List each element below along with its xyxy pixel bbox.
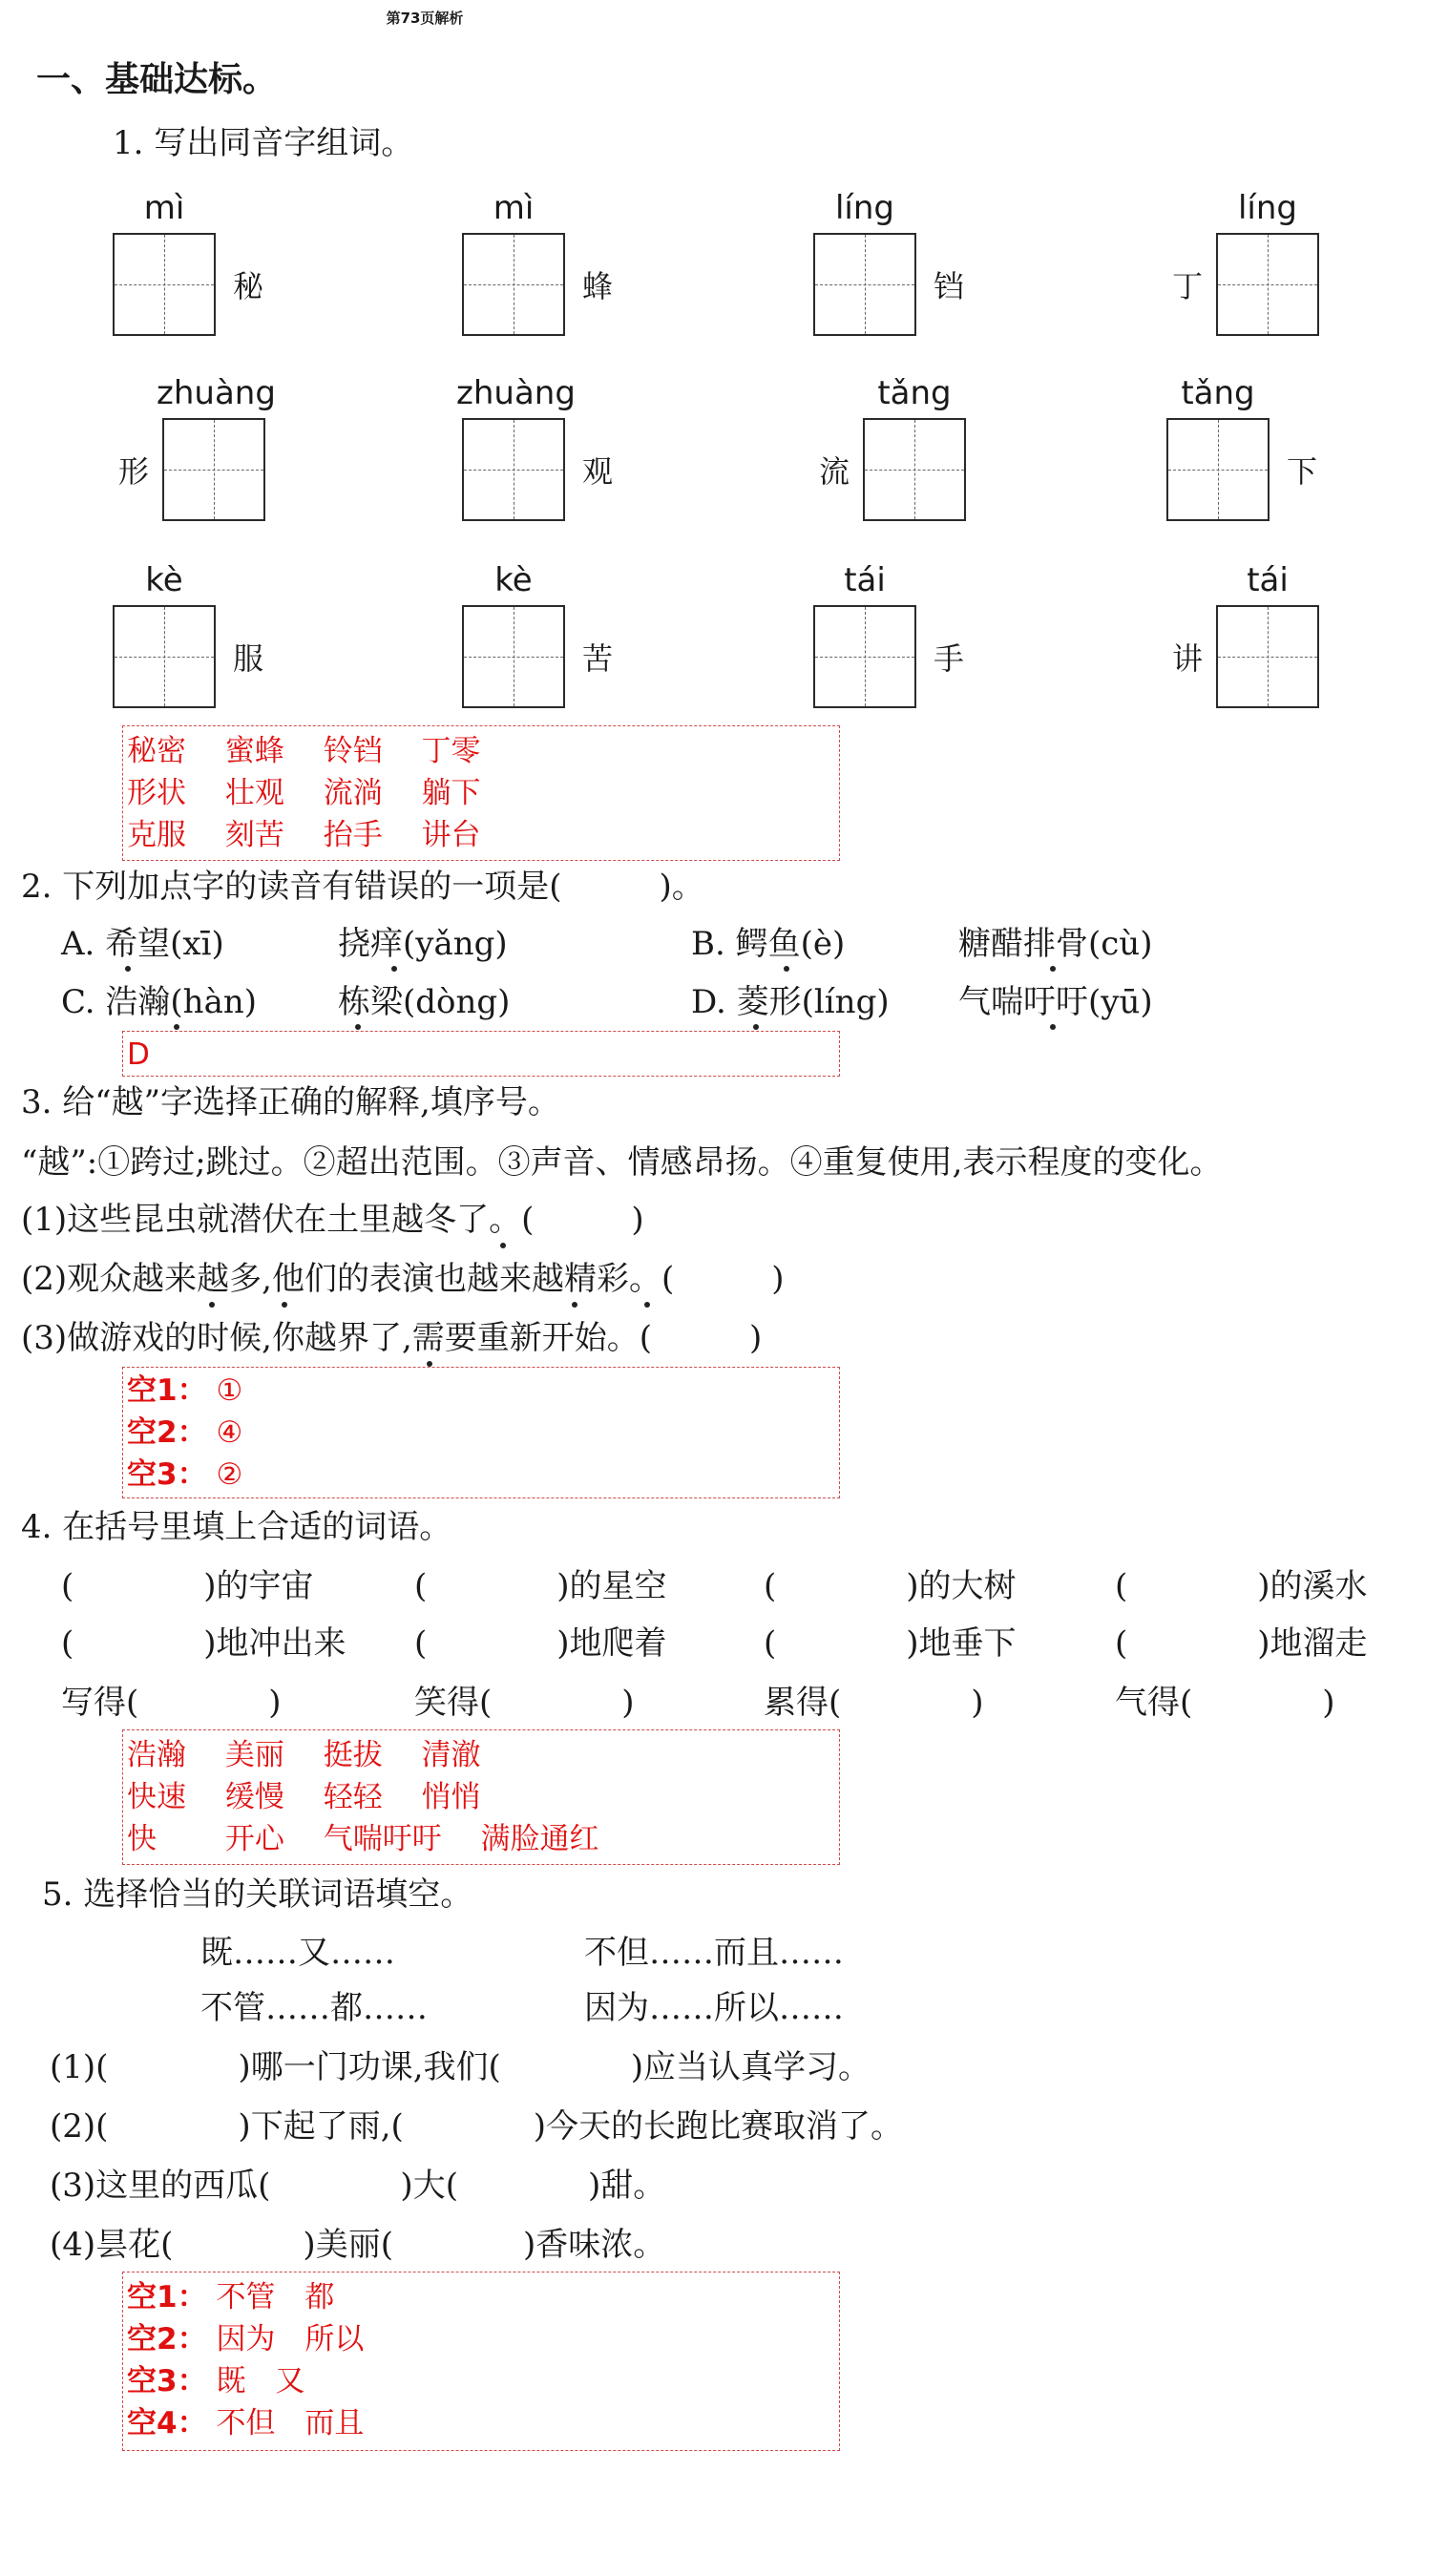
option-c1: C. 浩瀚(hàn) [61,983,258,1021]
q4-answer-box [122,1729,840,1865]
emphasis-dot [174,1024,179,1030]
given-character: 流 [819,453,850,490]
tianzige-box[interactable] [1166,418,1270,521]
q3-item: (2)观众越来越多,他们的表演也越来越精彩。( ) [21,1260,785,1298]
emphasis-dot [1050,966,1056,972]
option-a2: 挠痒(yǎng) [338,925,508,963]
given-character: 观 [582,453,614,490]
q3-item: (3)做游戏的时候,你越界了,需要重新开始。( ) [21,1319,763,1357]
emphasis-dot [753,1024,759,1030]
q5-answer-box [122,2272,840,2451]
q5-title: 5. 选择恰当的关联词语填空。 [42,1875,473,1914]
answer-label: 空2： [127,1415,207,1450]
answer-line: 浩瀚 美丽 挺拔 清澈 [127,1738,481,1772]
fill-blank: ( )的宇宙 [61,1567,314,1605]
answer-line [127,1372,242,1410]
answer-line [127,1456,242,1494]
option-b2: 糖醋排骨(cù) [958,925,1153,963]
answer-label: 空3： [127,1457,207,1492]
given-character: 形 [118,453,150,490]
page-header: 第73页解析 [386,10,464,27]
pinyin-label: tái [1247,561,1289,599]
answer-line: 快速 缓慢 轻轻 悄悄 [127,1780,481,1814]
pinyin-label: mì [493,189,535,227]
answer-value: ① [216,1373,243,1408]
option-d2: 气喘吁吁(yū) [958,983,1153,1021]
fill-blank: ( )的星空 [414,1567,667,1605]
q5-item: (4)昙花( )美丽( )香味浓。 [50,2226,666,2264]
tianzige-box[interactable] [462,418,565,521]
pinyin-label: tái [844,561,886,599]
answer-line: 秘密 蜜蜂 铃铛 丁零 [127,734,481,768]
answer-label: 空3： [127,2364,207,2398]
tianzige-box[interactable] [813,233,916,336]
tianzige-box[interactable] [462,233,565,336]
answer-line: 克服 刻苦 抬手 讲台 [127,818,481,852]
q2-title: 2. 下列加点字的读音有错误的一项是( )。 [21,868,704,906]
given-character: 铛 [934,268,965,304]
fill-blank: 累得( ) [764,1684,984,1722]
given-character: 蜂 [582,268,614,304]
pinyin-label: kè [145,561,183,599]
q5-item: (2)( )下起了雨,( )今天的长跑比赛取消了。 [50,2107,904,2146]
answer-label: 空2： [127,2322,207,2356]
tianzige-box[interactable] [162,418,265,521]
conjunction-option: 既……又…… [200,1934,395,1972]
answer-value: ④ [216,1415,243,1450]
option-a1: A. 希望(xī) [61,925,224,963]
answer-line [127,2404,364,2442]
section-title: 一、基础达标。 [36,60,278,99]
pinyin-label: tǎng [1181,374,1255,412]
tianzige-box[interactable] [863,418,966,521]
pinyin-label: kè [494,561,533,599]
option-d1: D. 菱形(líng) [691,983,890,1021]
fill-blank: ( )的溪水 [1115,1567,1368,1605]
q3-title: 3. 给“越”字选择正确的解释,填序号。 [21,1083,560,1121]
pinyin-label: tǎng [877,374,952,412]
emphasis-dot [125,966,131,972]
option-c2: 栋梁(dòng) [338,983,511,1021]
emphasis-dot [1050,1024,1056,1030]
q3-definition: “越”:①跨过;跳过。②超出范围。③声音、情感昂扬。④重复使用,表示程度的变化。 [21,1143,1223,1182]
pinyin-label: mì [143,189,185,227]
given-character: 手 [934,640,965,677]
fill-blank: 笑得( ) [414,1684,635,1722]
pinyin-label: líng [1237,189,1298,227]
answer-line [127,2278,334,2316]
fill-blank: ( )地垂下 [764,1624,1017,1663]
answer-line: 形状 壮观 流淌 躺下 [127,776,481,810]
emphasis-dot [282,1302,287,1308]
emphasis-dot [500,1243,506,1248]
given-character: 丁 [1172,268,1204,304]
tianzige-box[interactable] [113,233,216,336]
answer-line: 快 开心 气喘吁吁 满脸通红 [127,1822,599,1856]
tianzige-box[interactable] [1216,233,1319,336]
answer-value: 因为 所以 [216,2322,365,2356]
answer-label: 空1： [127,1373,207,1408]
answer-value: 既 又 [216,2364,305,2398]
fill-blank: 气得( ) [1115,1684,1335,1722]
fill-blank: ( )地溜走 [1115,1624,1368,1663]
q3-item: (1)这些昆虫就潜伏在土里越冬了。( ) [21,1201,644,1239]
answer-line [127,2320,364,2358]
emphasis-dot [209,1302,215,1308]
q3-answer-box [122,1367,840,1498]
q1-answer-box [122,725,840,861]
given-character: 讲 [1172,640,1204,677]
pinyin-label: zhuàng [456,374,576,412]
q1-title: 1. 写出同音字组词。 [113,124,414,162]
q2-answer-box [122,1031,840,1077]
answer-line [127,1414,242,1452]
given-character: 服 [233,640,264,677]
q4-title: 4. 在括号里填上合适的词语。 [21,1508,452,1546]
emphasis-dot [572,1302,577,1308]
answer-value: 不但 而且 [216,2406,365,2440]
emphasis-dot [355,1024,361,1030]
conjunction-option: 不管……都…… [200,1989,428,2027]
answer-value: ② [216,1457,243,1492]
pinyin-label: zhuàng [157,374,276,412]
tianzige-box[interactable] [113,605,216,708]
emphasis-dot [784,966,789,972]
answer-label: 空4： [127,2406,207,2440]
emphasis-dot [644,1302,650,1308]
option-b1: B. 鳄鱼(è) [691,925,846,963]
answer-label: 空1： [127,2280,207,2314]
tianzige-box[interactable] [1216,605,1319,708]
given-character: 苦 [582,640,614,677]
pinyin-label: líng [834,189,895,227]
answer-value: 不管 都 [216,2280,335,2314]
q5-item: (1)( )哪一门功课,我们( )应当认真学习。 [50,2048,871,2086]
fill-blank: ( )地爬着 [414,1624,667,1663]
fill-blank: ( )的大树 [764,1567,1017,1605]
given-character: 秘 [233,268,264,304]
emphasis-dot [391,966,397,972]
fill-blank: ( )地冲出来 [61,1624,346,1663]
tianzige-box[interactable] [462,605,565,708]
conjunction-option: 因为……所以…… [584,1989,844,2027]
answer-line [127,2362,304,2400]
fill-blank: 写得( ) [61,1684,282,1722]
q5-item: (3)这里的西瓜( )大( )甜。 [50,2167,666,2205]
tianzige-box[interactable] [813,605,916,708]
conjunction-option: 不但……而且…… [584,1934,844,1972]
answer-line: D [127,1037,150,1072]
given-character: 下 [1287,453,1318,490]
